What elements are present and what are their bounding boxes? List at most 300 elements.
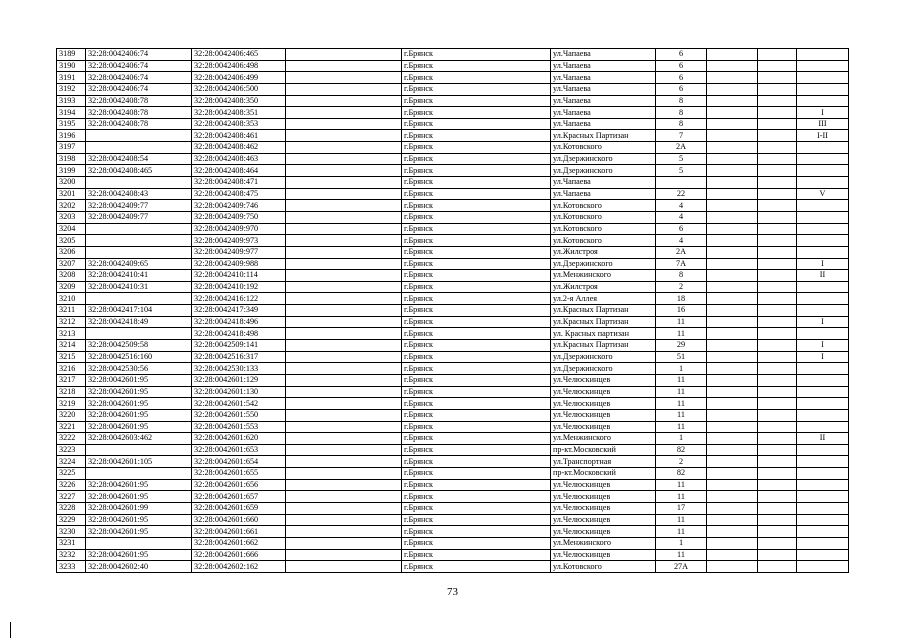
empty-column-cell — [286, 328, 402, 340]
empty-column-cell — [286, 270, 402, 282]
parcel-cadastral-number-cell — [86, 468, 192, 480]
table-row — [57, 246, 849, 258]
object-cadastral-number-cell: 32:28:0042408:461 — [192, 130, 286, 142]
table-row — [57, 537, 849, 549]
street-cell: ул.Котовского — [551, 223, 656, 235]
row-number-cell: 3199 — [57, 165, 86, 177]
parcel-cadastral-number-cell: 32:28:0042601:95 — [86, 514, 192, 526]
table-row — [57, 142, 849, 154]
street-cell: ул.Челюскинцев — [551, 502, 656, 514]
empty-column-cell — [286, 549, 402, 561]
table-row — [57, 83, 849, 95]
apartment-cell — [758, 561, 797, 573]
object-cadastral-number-cell: 32:28:0042418:496 — [192, 316, 286, 328]
floor-section-cell — [797, 537, 849, 549]
street-cell: ул.Котовского — [551, 142, 656, 154]
building-cell — [707, 235, 758, 247]
row-number-cell: 3202 — [57, 200, 86, 212]
city-cell: г.Брянск — [402, 549, 551, 561]
house-number-cell: 11 — [656, 421, 707, 433]
table-row — [57, 351, 849, 363]
city-cell: г.Брянск — [402, 479, 551, 491]
street-cell: ул.Челюскинцев — [551, 514, 656, 526]
object-cadastral-number-cell: 32:28:0042601:655 — [192, 468, 286, 480]
row-number-cell: 3224 — [57, 456, 86, 468]
empty-column-cell — [286, 153, 402, 165]
object-cadastral-number-cell: 32:28:0042408:351 — [192, 107, 286, 119]
table-row — [57, 514, 849, 526]
house-number-cell: 5 — [656, 153, 707, 165]
row-number-cell: 3207 — [57, 258, 86, 270]
house-number-cell: 8 — [656, 118, 707, 130]
street-cell: ул.Чапаева — [551, 118, 656, 130]
apartment-cell — [758, 328, 797, 340]
apartment-cell — [758, 246, 797, 258]
floor-section-cell: I — [797, 258, 849, 270]
floor-section-cell: I — [797, 351, 849, 363]
floor-section-cell — [797, 526, 849, 538]
street-cell: ул.Дзержинского — [551, 153, 656, 165]
object-cadastral-number-cell: 32:28:0042408:475 — [192, 188, 286, 200]
parcel-cadastral-number-cell: 32:28:0042408:54 — [86, 153, 192, 165]
building-cell — [707, 374, 758, 386]
house-number-cell: 5 — [656, 165, 707, 177]
object-cadastral-number-cell: 32:28:0042601:553 — [192, 421, 286, 433]
city-cell: г.Брянск — [402, 374, 551, 386]
empty-column-cell — [286, 107, 402, 119]
row-number-cell: 3211 — [57, 305, 86, 317]
empty-column-cell — [286, 316, 402, 328]
city-cell: г.Брянск — [402, 340, 551, 352]
street-cell: ул. Красных партизан — [551, 328, 656, 340]
empty-column-cell — [286, 398, 402, 410]
apartment-cell — [758, 374, 797, 386]
table-row — [57, 95, 849, 107]
parcel-cadastral-number-cell: 32:28:0042406:74 — [86, 60, 192, 72]
street-cell: ул.Менжинского — [551, 433, 656, 445]
house-number-cell: 7 — [656, 130, 707, 142]
table-row — [57, 130, 849, 142]
floor-section-cell — [797, 491, 849, 503]
empty-column-cell — [286, 456, 402, 468]
table-row — [57, 561, 849, 573]
object-cadastral-number-cell: 32:28:0042406:498 — [192, 60, 286, 72]
city-cell: г.Брянск — [402, 60, 551, 72]
house-number-cell: 4 — [656, 200, 707, 212]
floor-section-cell — [797, 456, 849, 468]
table-row — [57, 223, 849, 235]
table-row — [57, 526, 849, 538]
empty-column-cell — [286, 421, 402, 433]
row-number-cell: 3206 — [57, 246, 86, 258]
apartment-cell — [758, 549, 797, 561]
building-cell — [707, 421, 758, 433]
city-cell: г.Брянск — [402, 130, 551, 142]
row-number-cell: 3228 — [57, 502, 86, 514]
table-row — [57, 107, 849, 119]
street-cell: ул.Челюскинцев — [551, 374, 656, 386]
apartment-cell — [758, 130, 797, 142]
apartment-cell — [758, 456, 797, 468]
house-number-cell: 2 — [656, 456, 707, 468]
apartment-cell — [758, 118, 797, 130]
object-cadastral-number-cell: 32:28:0042509:141 — [192, 340, 286, 352]
row-number-cell: 3231 — [57, 537, 86, 549]
parcel-cadastral-number-cell — [86, 235, 192, 247]
building-cell — [707, 72, 758, 84]
row-number-cell: 3214 — [57, 340, 86, 352]
apartment-cell — [758, 514, 797, 526]
building-cell — [707, 316, 758, 328]
apartment-cell — [758, 200, 797, 212]
object-cadastral-number-cell: 32:28:0042408:464 — [192, 165, 286, 177]
table-row — [57, 200, 849, 212]
floor-section-cell — [797, 305, 849, 317]
house-number-cell: 11 — [656, 491, 707, 503]
floor-section-cell — [797, 549, 849, 561]
apartment-cell — [758, 60, 797, 72]
parcel-cadastral-number-cell — [86, 328, 192, 340]
city-cell: г.Брянск — [402, 246, 551, 258]
table-row — [57, 118, 849, 130]
object-cadastral-number-cell: 32:28:0042410:114 — [192, 270, 286, 282]
row-number-cell: 3225 — [57, 468, 86, 480]
apartment-cell — [758, 83, 797, 95]
city-cell: г.Брянск — [402, 433, 551, 445]
row-number-cell: 3220 — [57, 409, 86, 421]
object-cadastral-number-cell: 32:28:0042409:988 — [192, 258, 286, 270]
street-cell: ул.Дзержинского — [551, 165, 656, 177]
city-cell: г.Брянск — [402, 95, 551, 107]
object-cadastral-number-cell: 32:28:0042416:122 — [192, 293, 286, 305]
object-cadastral-number-cell: 32:28:0042417:349 — [192, 305, 286, 317]
empty-column-cell — [286, 130, 402, 142]
building-cell — [707, 95, 758, 107]
apartment-cell — [758, 49, 797, 61]
apartment-cell — [758, 421, 797, 433]
city-cell: г.Брянск — [402, 468, 551, 480]
parcel-cadastral-number-cell: 32:28:0042601:95 — [86, 374, 192, 386]
apartment-cell — [758, 258, 797, 270]
building-cell — [707, 49, 758, 61]
apartment-cell — [758, 177, 797, 189]
object-cadastral-number-cell: 32:28:0042601:129 — [192, 374, 286, 386]
empty-column-cell — [286, 526, 402, 538]
registry-table — [56, 48, 849, 573]
empty-column-cell — [286, 468, 402, 480]
table-row — [57, 386, 849, 398]
street-cell: ул.Челюскинцев — [551, 386, 656, 398]
object-cadastral-number-cell: 32:28:0042408:353 — [192, 118, 286, 130]
parcel-cadastral-number-cell — [86, 142, 192, 154]
parcel-cadastral-number-cell — [86, 246, 192, 258]
empty-column-cell — [286, 386, 402, 398]
apartment-cell — [758, 211, 797, 223]
building-cell — [707, 223, 758, 235]
floor-section-cell — [797, 468, 849, 480]
building-cell — [707, 456, 758, 468]
floor-section-cell — [797, 281, 849, 293]
floor-section-cell — [797, 502, 849, 514]
empty-column-cell — [286, 83, 402, 95]
apartment-cell — [758, 340, 797, 352]
building-cell — [707, 258, 758, 270]
building-cell — [707, 363, 758, 375]
building-cell — [707, 468, 758, 480]
object-cadastral-number-cell: 32:28:0042601:654 — [192, 456, 286, 468]
building-cell — [707, 142, 758, 154]
row-number-cell: 3210 — [57, 293, 86, 305]
object-cadastral-number-cell: 32:28:0042601:653 — [192, 444, 286, 456]
apartment-cell — [758, 316, 797, 328]
object-cadastral-number-cell: 32:28:0042406:499 — [192, 72, 286, 84]
object-cadastral-number-cell: 32:28:0042410:192 — [192, 281, 286, 293]
parcel-cadastral-number-cell: 32:28:0042406:74 — [86, 49, 192, 61]
floor-section-cell — [797, 514, 849, 526]
row-number-cell: 3213 — [57, 328, 86, 340]
apartment-cell — [758, 223, 797, 235]
parcel-cadastral-number-cell: 32:28:0042601:95 — [86, 421, 192, 433]
parcel-cadastral-number-cell: 32:28:0042408:78 — [86, 95, 192, 107]
apartment-cell — [758, 235, 797, 247]
city-cell: г.Брянск — [402, 118, 551, 130]
house-number-cell: 11 — [656, 328, 707, 340]
row-number-cell: 3190 — [57, 60, 86, 72]
house-number-cell: 82 — [656, 444, 707, 456]
building-cell — [707, 118, 758, 130]
house-number-cell: 4 — [656, 211, 707, 223]
apartment-cell — [758, 351, 797, 363]
table-row — [57, 270, 849, 282]
city-cell: г.Брянск — [402, 165, 551, 177]
apartment-cell — [758, 188, 797, 200]
empty-column-cell — [286, 246, 402, 258]
empty-column-cell — [286, 374, 402, 386]
parcel-cadastral-number-cell: 32:28:0042409:77 — [86, 211, 192, 223]
street-cell: ул.Дзержинского — [551, 258, 656, 270]
object-cadastral-number-cell: 32:28:0042601:657 — [192, 491, 286, 503]
floor-section-cell — [797, 409, 849, 421]
row-number-cell: 3191 — [57, 72, 86, 84]
building-cell — [707, 188, 758, 200]
apartment-cell — [758, 270, 797, 282]
street-cell: ул.Челюскинцев — [551, 479, 656, 491]
table-row — [57, 165, 849, 177]
building-cell — [707, 386, 758, 398]
street-cell: ул.Челюскинцев — [551, 526, 656, 538]
house-number-cell: 2А — [656, 246, 707, 258]
parcel-cadastral-number-cell — [86, 177, 192, 189]
empty-column-cell — [286, 305, 402, 317]
row-number-cell: 3223 — [57, 444, 86, 456]
building-cell — [707, 351, 758, 363]
table-row — [57, 293, 849, 305]
floor-section-cell — [797, 421, 849, 433]
table-row — [57, 433, 849, 445]
house-number-cell: 11 — [656, 526, 707, 538]
city-cell: г.Брянск — [402, 211, 551, 223]
street-cell: ул.Красных Партизан — [551, 316, 656, 328]
row-number-cell: 3226 — [57, 479, 86, 491]
empty-column-cell — [286, 223, 402, 235]
floor-section-cell — [797, 561, 849, 573]
house-number-cell: 11 — [656, 409, 707, 421]
row-number-cell: 3218 — [57, 386, 86, 398]
empty-column-cell — [286, 561, 402, 573]
street-cell: ул.Жилстроя — [551, 246, 656, 258]
city-cell: г.Брянск — [402, 502, 551, 514]
empty-column-cell — [286, 281, 402, 293]
apartment-cell — [758, 386, 797, 398]
object-cadastral-number-cell: 32:28:0042602:162 — [192, 561, 286, 573]
city-cell: г.Брянск — [402, 386, 551, 398]
street-cell: ул.Челюскинцев — [551, 409, 656, 421]
street-cell: пр-кт.Московский — [551, 444, 656, 456]
row-number-cell: 3205 — [57, 235, 86, 247]
object-cadastral-number-cell: 32:28:0042601:542 — [192, 398, 286, 410]
street-cell: ул.Дзержинского — [551, 363, 656, 375]
row-number-cell: 3193 — [57, 95, 86, 107]
parcel-cadastral-number-cell — [86, 537, 192, 549]
empty-column-cell — [286, 188, 402, 200]
parcel-cadastral-number-cell: 32:28:0042406:74 — [86, 83, 192, 95]
house-number-cell: 11 — [656, 316, 707, 328]
building-cell — [707, 433, 758, 445]
house-number-cell: 2 — [656, 281, 707, 293]
apartment-cell — [758, 433, 797, 445]
floor-section-cell — [797, 293, 849, 305]
city-cell: г.Брянск — [402, 456, 551, 468]
apartment-cell — [758, 491, 797, 503]
floor-section-cell: II — [797, 433, 849, 445]
floor-section-cell: II — [797, 270, 849, 282]
apartment-cell — [758, 502, 797, 514]
parcel-cadastral-number-cell: 32:28:0042409:65 — [86, 258, 192, 270]
building-cell — [707, 165, 758, 177]
object-cadastral-number-cell: 32:28:0042601:550 — [192, 409, 286, 421]
empty-column-cell — [286, 235, 402, 247]
street-cell: ул.Транспортная — [551, 456, 656, 468]
row-number-cell: 3203 — [57, 211, 86, 223]
city-cell: г.Брянск — [402, 409, 551, 421]
table-row — [57, 374, 849, 386]
building-cell — [707, 83, 758, 95]
house-number-cell: 1 — [656, 537, 707, 549]
table-row — [57, 502, 849, 514]
building-cell — [707, 409, 758, 421]
parcel-cadastral-number-cell: 32:28:0042408:78 — [86, 118, 192, 130]
empty-column-cell — [286, 444, 402, 456]
row-number-cell: 3215 — [57, 351, 86, 363]
empty-column-cell — [286, 142, 402, 154]
building-cell — [707, 502, 758, 514]
floor-section-cell: I-II — [797, 130, 849, 142]
parcel-cadastral-number-cell — [86, 223, 192, 235]
floor-section-cell: I — [797, 340, 849, 352]
empty-column-cell — [286, 118, 402, 130]
city-cell: г.Брянск — [402, 328, 551, 340]
empty-column-cell — [286, 293, 402, 305]
street-cell: ул.Чапаева — [551, 49, 656, 61]
building-cell — [707, 549, 758, 561]
apartment-cell — [758, 398, 797, 410]
object-cadastral-number-cell: 32:28:0042409:750 — [192, 211, 286, 223]
object-cadastral-number-cell: 32:28:0042408:350 — [192, 95, 286, 107]
table-row — [57, 363, 849, 375]
parcel-cadastral-number-cell: 32:28:0042530:56 — [86, 363, 192, 375]
parcel-cadastral-number-cell: 32:28:0042601:95 — [86, 479, 192, 491]
floor-section-cell — [797, 177, 849, 189]
row-number-cell: 3227 — [57, 491, 86, 503]
apartment-cell — [758, 537, 797, 549]
building-cell — [707, 60, 758, 72]
building-cell — [707, 340, 758, 352]
street-cell: ул.Котовского — [551, 200, 656, 212]
apartment-cell — [758, 526, 797, 538]
parcel-cadastral-number-cell: 32:28:0042509:58 — [86, 340, 192, 352]
city-cell: г.Брянск — [402, 514, 551, 526]
street-cell: ул.Котовского — [551, 235, 656, 247]
empty-column-cell — [286, 502, 402, 514]
house-number-cell: 6 — [656, 49, 707, 61]
object-cadastral-number-cell: 32:28:0042601:662 — [192, 537, 286, 549]
building-cell — [707, 305, 758, 317]
city-cell: г.Брянск — [402, 281, 551, 293]
city-cell: г.Брянск — [402, 142, 551, 154]
floor-section-cell — [797, 398, 849, 410]
house-number-cell: 4 — [656, 235, 707, 247]
house-number-cell: 1 — [656, 363, 707, 375]
house-number-cell: 8 — [656, 107, 707, 119]
empty-column-cell — [286, 49, 402, 61]
apartment-cell — [758, 153, 797, 165]
object-cadastral-number-cell: 32:28:0042409:746 — [192, 200, 286, 212]
city-cell: г.Брянск — [402, 235, 551, 247]
table-row — [57, 211, 849, 223]
parcel-cadastral-number-cell — [86, 130, 192, 142]
apartment-cell — [758, 468, 797, 480]
city-cell: г.Брянск — [402, 537, 551, 549]
empty-column-cell — [286, 211, 402, 223]
building-cell — [707, 479, 758, 491]
row-number-cell: 3204 — [57, 223, 86, 235]
empty-column-cell — [286, 258, 402, 270]
apartment-cell — [758, 363, 797, 375]
house-number-cell: 22 — [656, 188, 707, 200]
building-cell — [707, 514, 758, 526]
parcel-cadastral-number-cell: 32:28:0042408:465 — [86, 165, 192, 177]
page-number: 73 — [447, 586, 458, 598]
street-cell: ул.Котовского — [551, 211, 656, 223]
street-cell: ул.Красных Партизан — [551, 130, 656, 142]
apartment-cell — [758, 95, 797, 107]
floor-section-cell — [797, 479, 849, 491]
table-row — [57, 340, 849, 352]
city-cell: г.Брянск — [402, 107, 551, 119]
row-number-cell: 3212 — [57, 316, 86, 328]
floor-section-cell — [797, 142, 849, 154]
row-number-cell: 3192 — [57, 83, 86, 95]
city-cell: г.Брянск — [402, 561, 551, 573]
floor-section-cell — [797, 363, 849, 375]
house-number-cell: 17 — [656, 502, 707, 514]
street-cell: ул.2-я Аллея — [551, 293, 656, 305]
row-number-cell: 3217 — [57, 374, 86, 386]
object-cadastral-number-cell: 32:28:0042418:498 — [192, 328, 286, 340]
row-number-cell: 3233 — [57, 561, 86, 573]
city-cell: г.Брянск — [402, 270, 551, 282]
table-row — [57, 328, 849, 340]
